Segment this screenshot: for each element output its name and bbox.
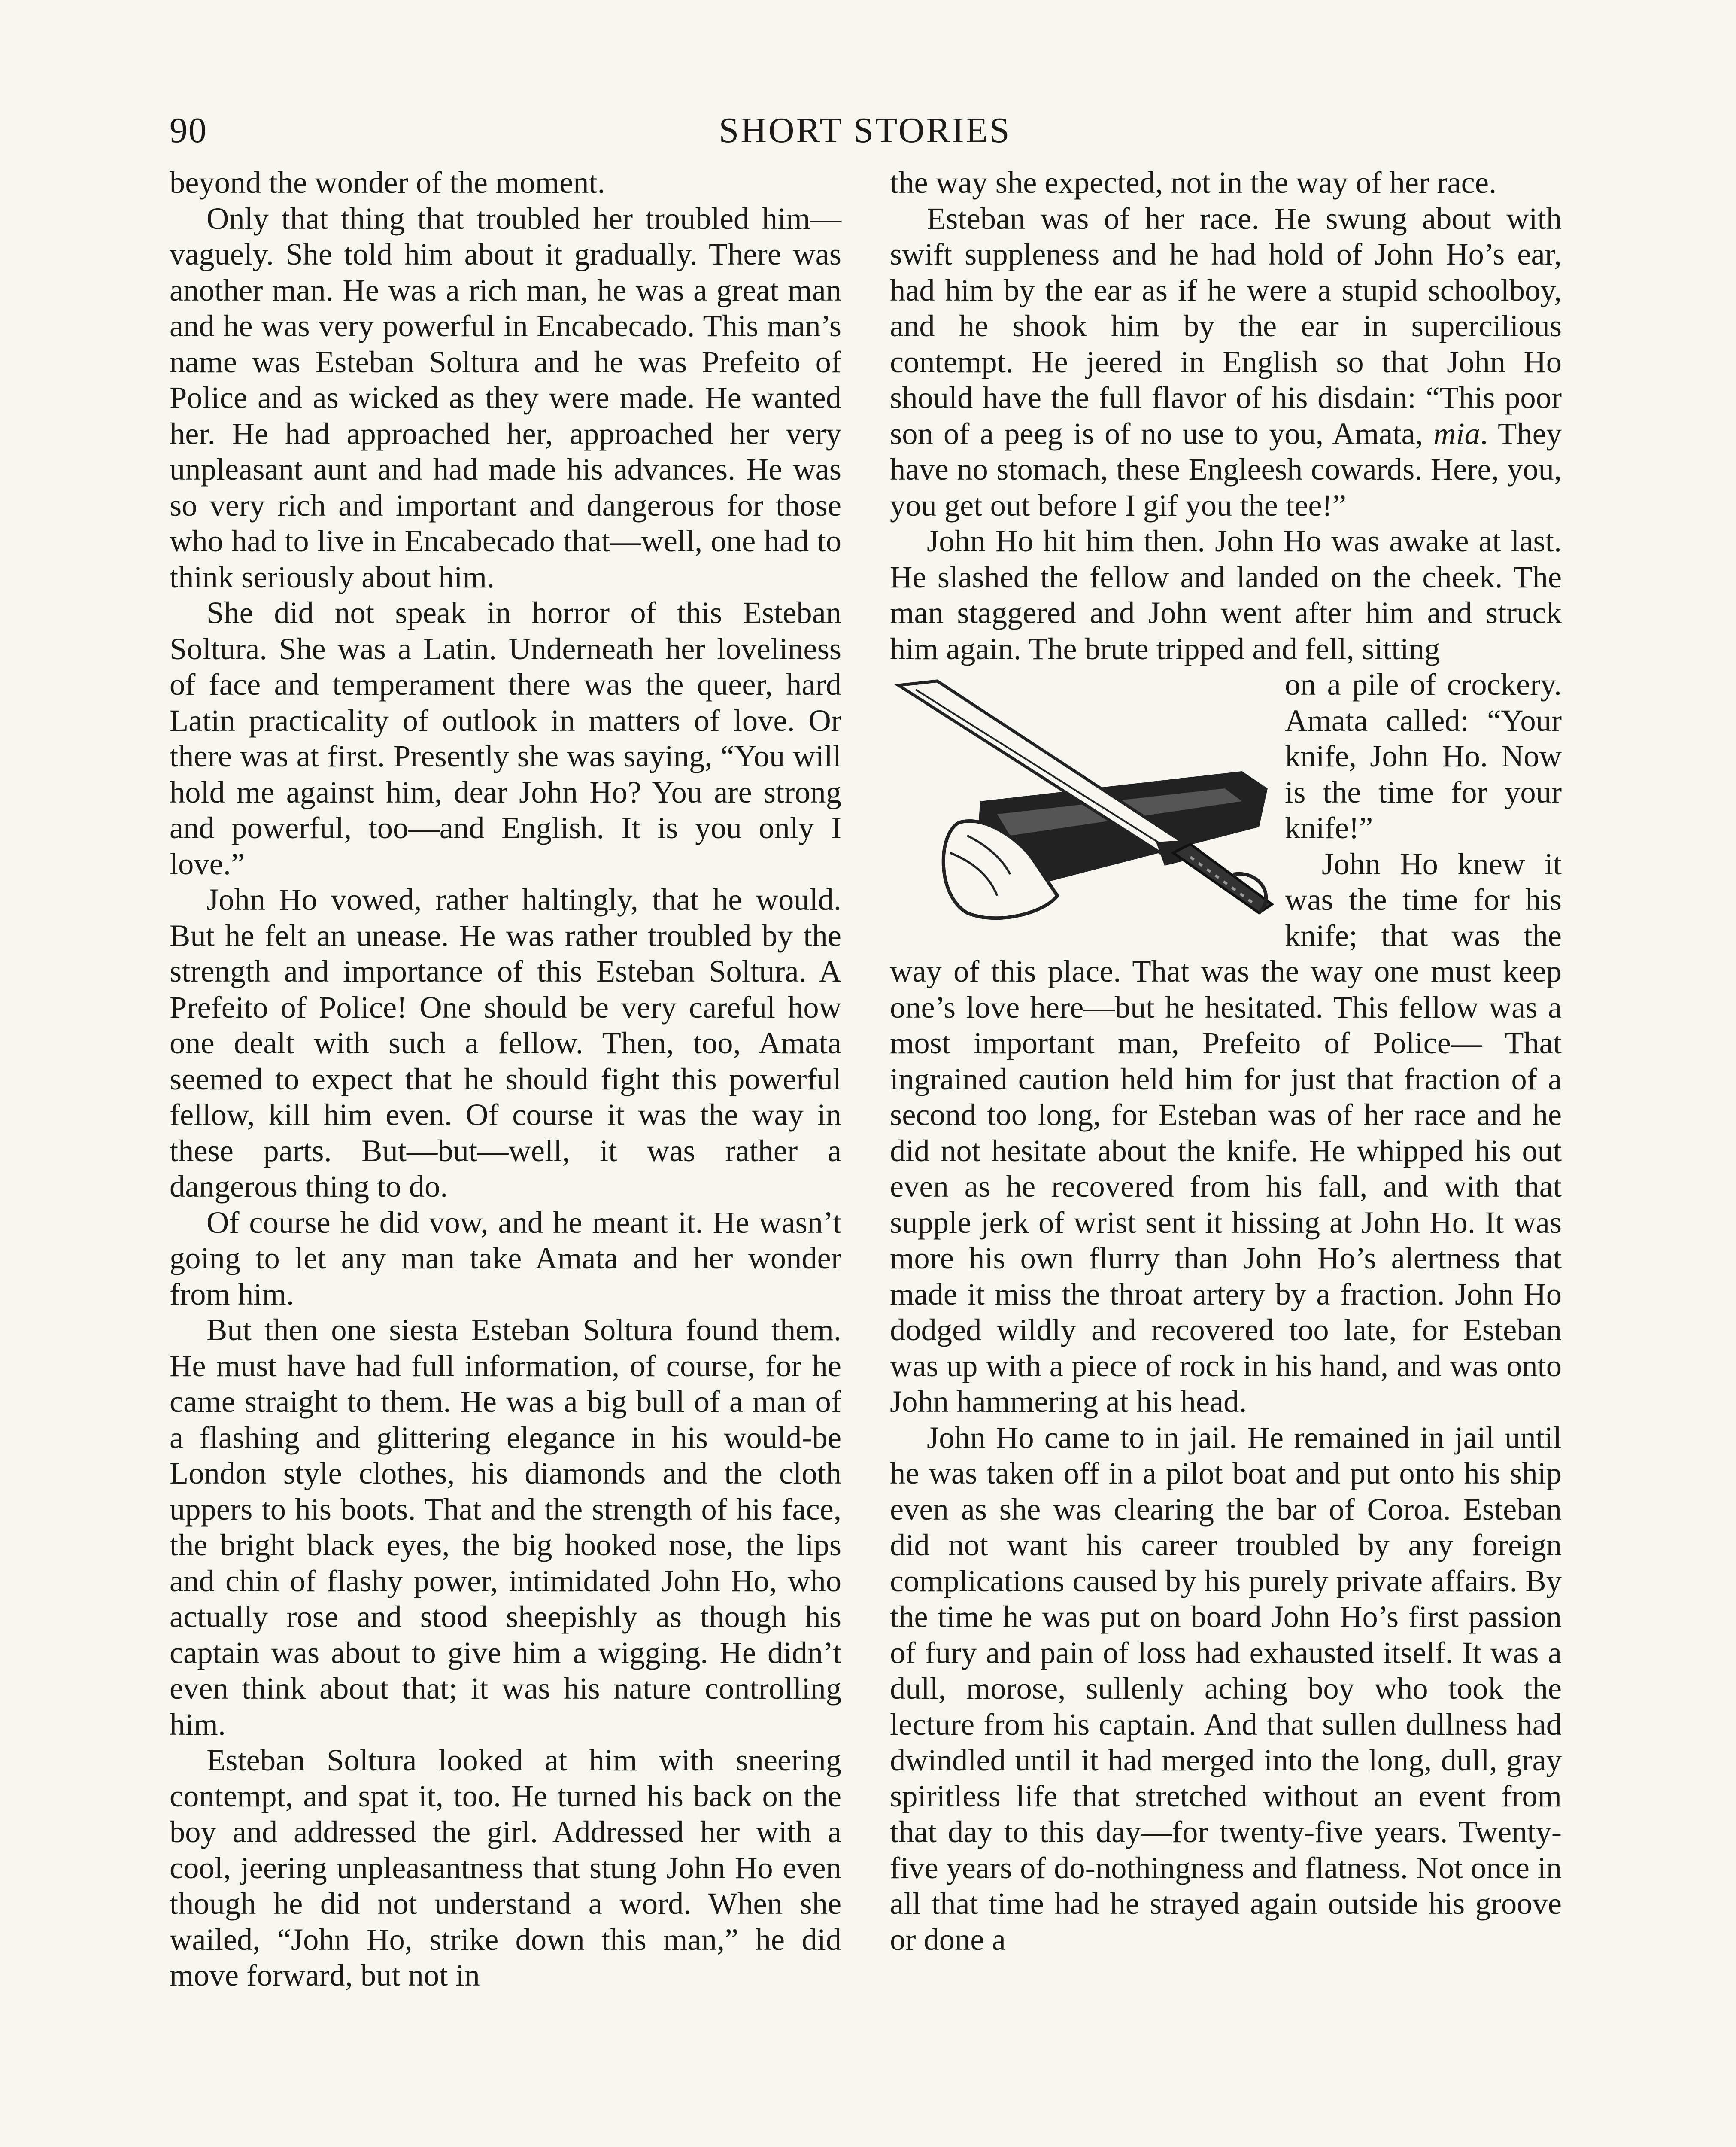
- paragraph: She did not speak in horror of this Esteban Soltura. She was a Latin. Underneath her loveliness of face and temperament there was the queer, hard Latin practicality of outlook in matters of love. Or there was at first. Presently she was saying, “You will hold me against him, dear John Ho? You are strong and powerful, too—and English. It is you only I love.”: [170, 595, 841, 881]
- text-run: Esteban was of her race. He swung about with swift suppleness and he had hold of John Ho’s ear, had him by the ear as if he were a stupid schoolboy, and he shook him by the ear in supercilious contempt. He jeered in English so that John Ho should have the full flavor of his disdain: “This poor son of a peeg is of no use to you, Amata,: [890, 201, 1562, 451]
- left-column: [170, 164, 841, 1993]
- paragraph: Esteban Soltura looked at him with sneering contempt, and spat it, too. He turned his back on the boy and addressed the girl. Addressed her with a cool, jeering unpleasantness that stung John Ho even though he did not understand a word. When she wailed, “John Ho, strike down this man,” he did move forward, but not in: [170, 1743, 841, 1992]
- knife-illustration: [890, 672, 1276, 930]
- running-title: SHORT STORIES: [719, 110, 1011, 150]
- paragraph: John Ho vowed, rather haltingly, that he would. But he felt an unease. He was rather troubled by the strength and importance of this Esteban Soltura. A Prefeito of Police! One should be very careful how one dealt with such a fellow. Then, too, Amata seemed to expect that he should fight this powerful fellow, kill him even. Of course it was the way in these parts. But—but—well, it was rather a dangerous thing to do.: [170, 882, 841, 1204]
- paragraph: the way she expected, not in the way of her race.: [890, 165, 1497, 200]
- paragraph: Of course he did vow, and he meant it. He wasn’t going to let any man take Amata and her wonder from him.: [170, 1204, 841, 1311]
- right-column: [890, 164, 1562, 1957]
- knife-and-hand-icon: [890, 672, 1276, 930]
- paragraph: But then one siesta Esteban Soltura found them. He must have had full information, of course, for he came straight to them. He was a big bull of a man of a flashing and glittering elegance in his would-be London style clothes, his diamonds and the cloth uppers to his boots. That and the strength of his face, the bright black eyes, the big hooked nose, the lips and chin of flashy power, intimidated John Ho, who actually rose and stood sheepishly as though his captain was about to give him a wigging. He didn’t even think about that; it was his nature controlling him.: [170, 1312, 841, 1742]
- running-header: [170, 109, 1560, 161]
- paragraph: beyond the wonder of the moment.: [170, 165, 605, 200]
- paragraph: on a pile of crockery. Amata called: “Your knife, John Ho. Now is the time for your knife!”: [1285, 667, 1562, 845]
- paragraph: Only that thing that troubled her troubled him—vaguely. She told him about it gradually. There was another man. He was a rich man, he was a great man and he was very powerful in Encabecado. This man’s name was Esteban Soltura and he was Prefeito of Police and as wicked as they were made. He wanted her. He had approached her, approached her very unpleasant aunt and had made his advances. He was so very rich and important and dangerous for those who had to live in Encabecado that—well, one had to think seriously about him.: [170, 201, 841, 594]
- text-run: . They have no stomach, these Engleesh cowards. Here, you, you get out before I gif you the tee!”: [890, 416, 1562, 523]
- italic-word: mia: [1433, 416, 1480, 451]
- page-number: 90: [170, 110, 207, 150]
- paragraph: John Ho knew it was the time for his knife; that was the way of this place. That was the way one must keep one’s love here—but he hesitated. This fellow was a most important man, Prefeito of Police— That ingrained caution held him for just that fraction of a second too long, for Esteban was of her race and he did not hesitate about the knife. He whipped his out even as he recovered from his fall, and with that supple jerk of wrist sent it hissing at John Ho. It was more his own flurry than John Ho’s alertness that made it miss the throat artery by a fraction. John Ho dodged wildly and recovered too late, for Esteban was up with a piece of rock in his hand, and was onto John hammering at his head.: [890, 846, 1562, 1419]
- paragraph: John Ho came to in jail. He remained in jail until he was taken off in a pilot boat and put onto his ship even as she was clearing the bar of Coroa. Esteban did not want his career troubled by any foreign complications caused by his purely private affairs. By the time he was put on board John Ho’s first passion of fury and pain of loss had exhausted itself. It was a dull, morose, sullenly aching boy who took the lecture from his captain. And that sullen dullness had dwindled until it had merged into the long, dull, gray spiritless life that stretched without an event from that day to this day—for twenty-five years. Twenty-five years of do-nothingness and flatness. Not once in all that time had he strayed again outside his groove or done a: [890, 1420, 1562, 1957]
- paragraph: [890, 201, 1562, 523]
- paragraph: John Ho hit him then. John Ho was awake at last. He slashed the fellow and landed on the cheek. The man staggered and John went after him and struck him again. The brute tripped and fell, sitting: [890, 523, 1562, 666]
